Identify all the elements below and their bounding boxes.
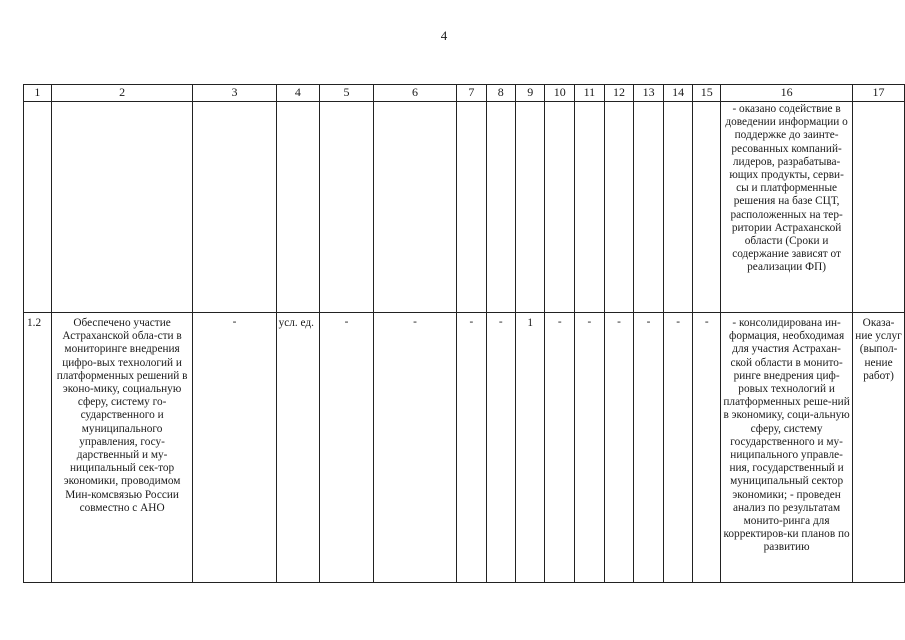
header-cell: 6 bbox=[373, 85, 456, 102]
header-cell: 5 bbox=[320, 85, 374, 102]
task-description: Обеспечено участие Астраханской обла-сти в мониторинге внедрения цифро-вых технологий и платформенных решений в эконо-мику, социальную сферу, систему го-сударственного и муниципального управления, госу-дарственный и му-ниципальный сек-тор экономики, проводимом Мин-комсвязью России совместно с АНО bbox=[51, 313, 193, 583]
header-cell: 3 bbox=[193, 85, 276, 102]
header-cell: 2 bbox=[51, 85, 193, 102]
target-value: 1 bbox=[516, 313, 545, 583]
value-dash: - bbox=[232, 316, 237, 328]
empty-cell bbox=[373, 102, 456, 313]
empty-cell bbox=[276, 102, 319, 313]
value-cell bbox=[193, 313, 276, 583]
table-row bbox=[24, 313, 905, 583]
empty-cell bbox=[516, 102, 545, 313]
header-cell: 8 bbox=[486, 85, 515, 102]
header-cell: 16 bbox=[721, 85, 853, 102]
value-cell bbox=[486, 313, 515, 583]
value-cell bbox=[604, 313, 634, 583]
value-dash: - bbox=[498, 316, 503, 328]
value-cell bbox=[545, 313, 575, 583]
empty-cell bbox=[575, 102, 605, 313]
header-cell: 17 bbox=[853, 85, 905, 102]
value-dash: - bbox=[413, 316, 417, 328]
value-cell bbox=[663, 313, 693, 583]
header-cell: 12 bbox=[604, 85, 634, 102]
header-cell: 14 bbox=[663, 85, 693, 102]
value-cell bbox=[457, 313, 486, 583]
empty-cell bbox=[486, 102, 515, 313]
empty-cell bbox=[51, 102, 193, 313]
empty-cell bbox=[193, 102, 276, 313]
value-cell bbox=[693, 313, 721, 583]
empty-cell bbox=[853, 102, 905, 313]
result-type: Оказа-ние услуг (выпол-нение работ) bbox=[853, 313, 905, 583]
empty-cell bbox=[457, 102, 486, 313]
value-cell bbox=[634, 313, 664, 583]
value-cell bbox=[575, 313, 605, 583]
page-number: 4 bbox=[440, 28, 448, 43]
value-dash: - bbox=[676, 316, 681, 328]
empty-cell bbox=[634, 102, 664, 313]
result-description: - оказано содействие в доведении информации о поддержке до заинте-ресованных компаний-лидеров, разрабатыва-ющих продукты, серви-сы и платформенные решения на базе СЦТ, расположенных на тер-ритории Астраханской области (Сроки и содержание зависят от реализации ФП) bbox=[721, 102, 853, 313]
header-cell: 4 bbox=[276, 85, 319, 102]
value-cell bbox=[373, 313, 456, 583]
value-dash: - bbox=[469, 316, 474, 328]
header-cell: 15 bbox=[693, 85, 721, 102]
empty-cell bbox=[693, 102, 721, 313]
value-dash: - bbox=[344, 316, 349, 328]
item-number: 1.2 bbox=[24, 313, 52, 583]
result-description: - консолидирована ин-формация, необходимая для участия Астрахан-ской области в монито-ринге внедрения циф-ровых технологий и платформенных реше-ний в экономику, соци-альную сферу, систему государственного и му-ниципального управле-ния, государственный и муниципальный сектор экономики; - проведен анализ по результатам монито-ринга для корректиров-ки планов по развитию bbox=[721, 313, 853, 583]
value-dash: - bbox=[646, 316, 651, 328]
value-dash: - bbox=[617, 316, 621, 328]
value-dash: - bbox=[557, 316, 562, 328]
header-cell: 13 bbox=[634, 85, 664, 102]
value-dash: - bbox=[587, 316, 592, 328]
empty-cell bbox=[545, 102, 575, 313]
empty-cell bbox=[663, 102, 693, 313]
empty-cell bbox=[604, 102, 634, 313]
value-dash: - bbox=[704, 316, 709, 328]
header-cell: 10 bbox=[545, 85, 575, 102]
header-cell: 1 bbox=[24, 85, 52, 102]
header-cell: 11 bbox=[575, 85, 605, 102]
plan-table bbox=[23, 84, 905, 583]
unit-of-measure: усл. ед. bbox=[276, 313, 319, 583]
table-row bbox=[24, 102, 905, 313]
empty-cell bbox=[24, 102, 52, 313]
empty-cell bbox=[320, 102, 374, 313]
header-cell: 7 bbox=[457, 85, 486, 102]
value-cell bbox=[320, 313, 374, 583]
header-row bbox=[24, 85, 905, 102]
header-cell: 9 bbox=[516, 85, 545, 102]
